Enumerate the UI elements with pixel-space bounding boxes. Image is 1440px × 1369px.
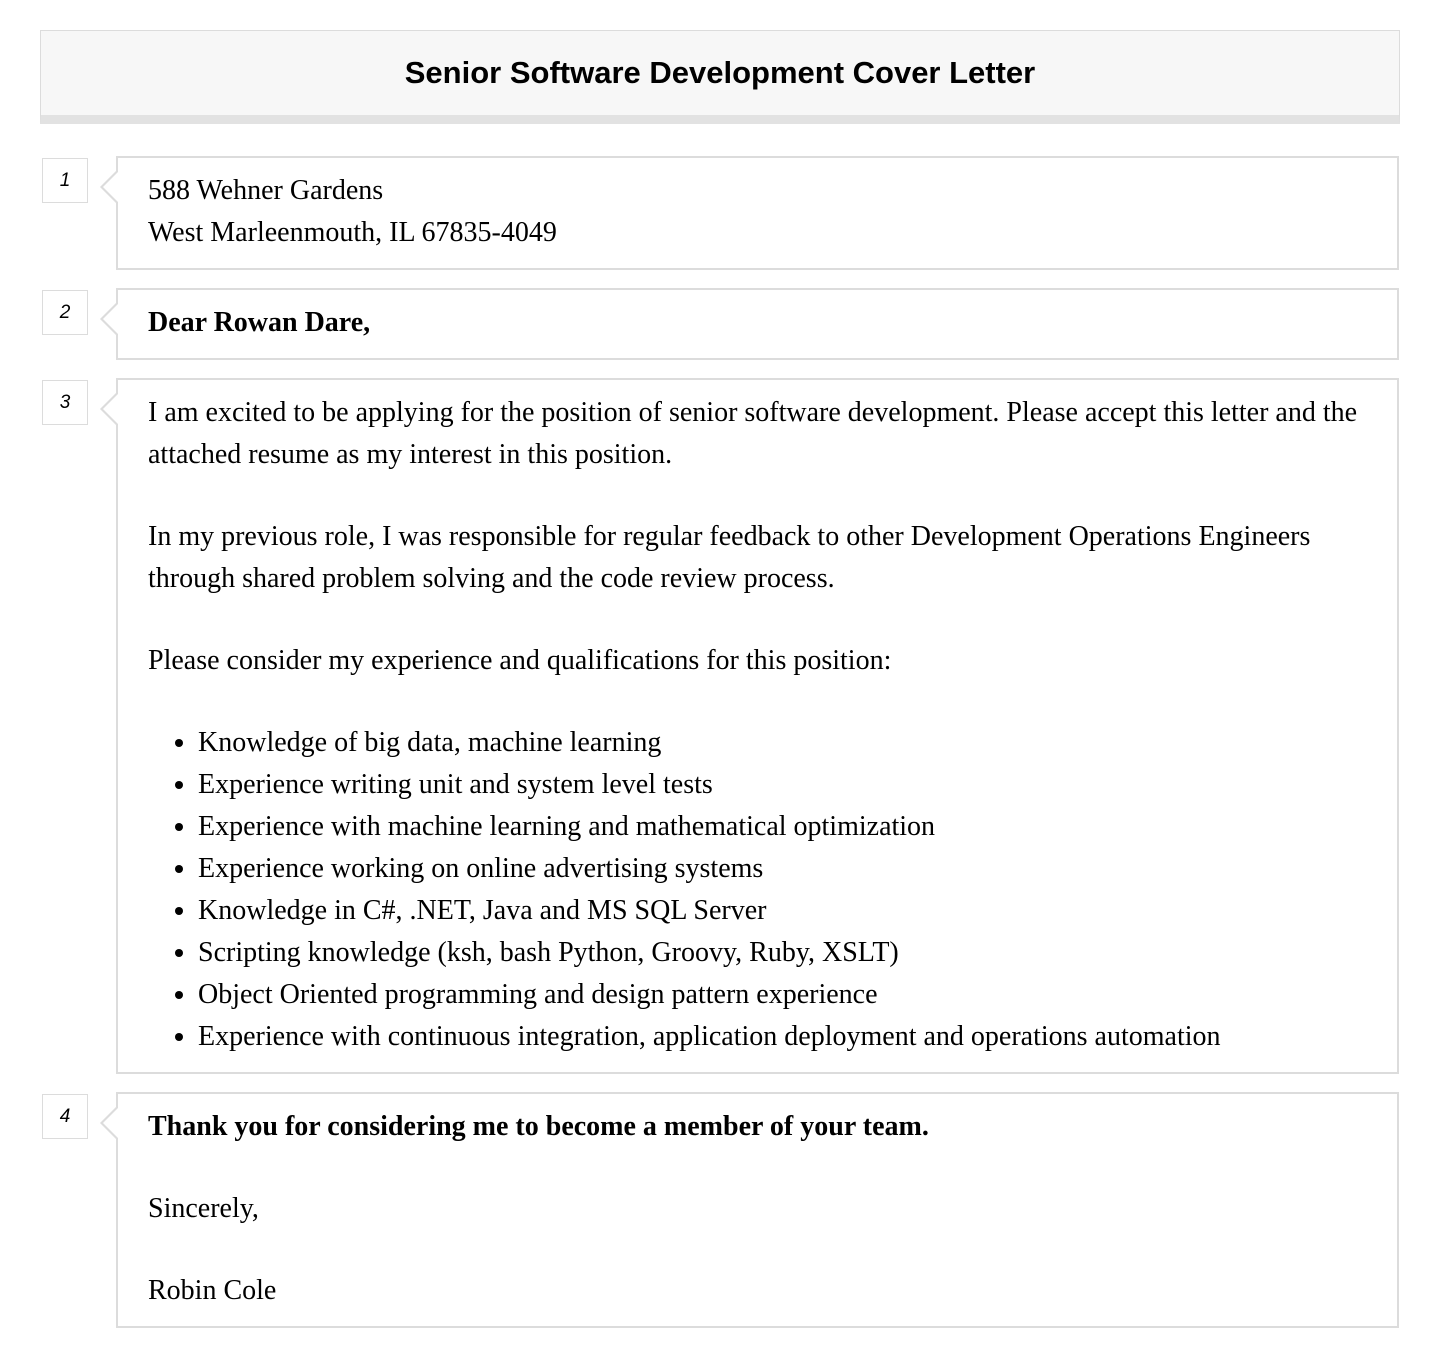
closing-block bbox=[116, 1092, 1399, 1328]
list-item: • Experience writing unit and system level tests bbox=[198, 764, 1367, 806]
qualifications-lead: Please consider my experience and qualifications for this position: bbox=[148, 645, 892, 676]
body-block bbox=[116, 378, 1399, 1074]
signoff: Sincerely, bbox=[148, 1193, 259, 1224]
letter-header bbox=[40, 30, 1400, 124]
list-item: • Experience with continuous integration, application deployment and operations automation bbox=[198, 1016, 1367, 1058]
address-line-2: West Marleenmouth, IL 67835-4049 bbox=[148, 217, 557, 248]
page-title: Senior Software Development Cover Letter bbox=[404, 55, 1036, 90]
list-item: • Scripting knowledge (ksh, bash Python, Groovy, Ruby, XSLT) bbox=[198, 932, 1367, 974]
list-item: • Knowledge in C#, .NET, Java and MS SQL Server bbox=[198, 890, 1367, 932]
closing-statement: Thank you for considering me to become a member of your team. bbox=[148, 1111, 929, 1142]
list-item: • Experience working on online advertising systems bbox=[198, 848, 1367, 890]
section-number: 1 bbox=[42, 158, 88, 203]
list-item: • Experience with machine learning and mathematical optimization bbox=[198, 806, 1367, 848]
list-item: • Knowledge of big data, machine learning bbox=[198, 722, 1367, 764]
section-number: 4 bbox=[42, 1094, 88, 1139]
section-number: 3 bbox=[42, 380, 88, 425]
salutation: Dear Rowan Dare, bbox=[148, 307, 371, 338]
address-line-1: 588 Wehner Gardens bbox=[148, 175, 384, 206]
salutation-block bbox=[116, 288, 1399, 360]
address-block bbox=[116, 156, 1399, 270]
signature-name: Robin Cole bbox=[148, 1275, 277, 1306]
list-item: • Object Oriented programming and design pattern experience bbox=[198, 974, 1367, 1016]
section-number: 2 bbox=[42, 290, 88, 335]
intro-paragraph: I am excited to be applying for the position of senior software development. Please accept this letter and the attached resume as my interest in this position. bbox=[148, 397, 1358, 470]
previous-role-paragraph: In my previous role, I was responsible for regular feedback to other Development Operations Engineers through shared problem solving and the code review process. bbox=[148, 521, 1311, 594]
qualifications-list bbox=[148, 722, 1367, 1058]
